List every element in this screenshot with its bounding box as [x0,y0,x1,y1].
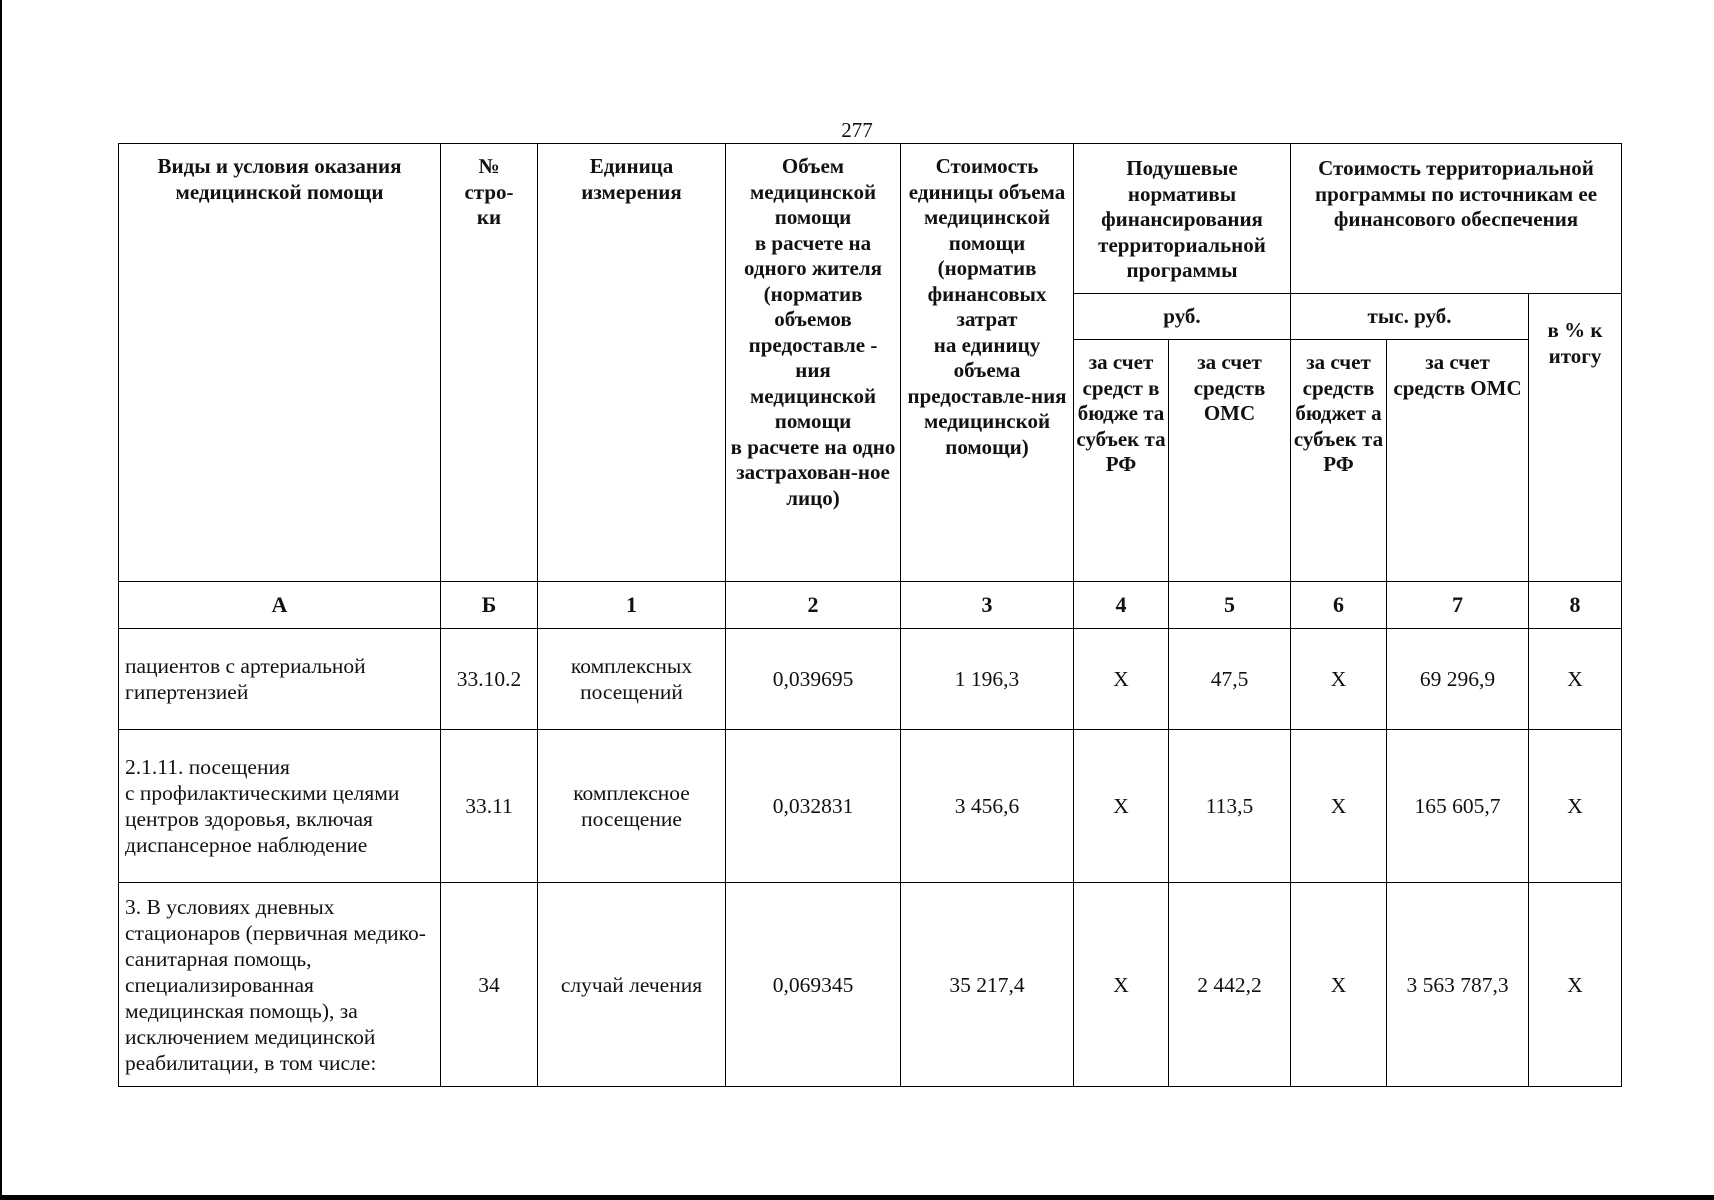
header-col-6: за счет средств бюджет а субъек та РФ [1291,340,1387,582]
index-cell: 7 [1387,582,1529,629]
index-cell: Б [441,582,538,629]
table-row [119,629,1622,730]
page-number: 277 [841,118,873,142]
index-row [119,582,1622,629]
table-row [119,730,1622,883]
financing-table [118,143,1622,1087]
row-per-capita-oms: 47,5 [1169,629,1291,730]
row-unit-cost: 3 456,6 [901,730,1074,883]
row-unit-cost: 1 196,3 [901,629,1074,730]
row-unit-cost: 35 217,4 [901,883,1074,1087]
index-cell: 5 [1169,582,1291,629]
row-percent: Х [1529,629,1622,730]
header-col-b: № стро- ки [441,144,538,582]
header-col-8: в % к итогу [1529,294,1622,582]
index-cell: 2 [726,582,901,629]
header-col-7: за счет средств ОМС [1387,340,1529,582]
page-edge-left [0,0,2,1200]
header-col-a: Виды и условия оказания медицинской помощи [119,144,441,582]
row-volume: 0,069345 [726,883,901,1087]
index-cell: 8 [1529,582,1622,629]
header-group-per-capita: Подушевые нормативы финансирования территориальной программы [1074,144,1291,294]
header-unit-rub: руб. [1074,294,1291,340]
header-col-5: за счет средств ОМС [1169,340,1291,582]
header-col-4: за счет средст в бюдже та субъек та РФ [1074,340,1169,582]
row-name: 2.1.11. посещения с профилактическими целями центров здоровья, включая диспансерное наблюдение [119,730,441,883]
header-unit-thousand-rub: тыс. руб. [1291,294,1529,340]
row-name: 3. В условиях дневных стационаров (первичная медико-санитарная помощь, специализированная медицинская помощь), за исключением медицинской реабилитации, в том числе: [119,883,441,1087]
page-edge-bottom [0,1195,1714,1200]
header-group-cost: Стоимость территориальной программы по источникам ее финансового обеспечения [1291,144,1622,294]
header-col-3: Стоимость единицы объема медицинской помощи (норматив финансовых затрат на единицу объема предоставле-ния медицинской помощи) [901,144,1074,582]
row-line-number: 33.11 [441,730,538,883]
row-per-capita-budget: Х [1074,730,1169,883]
index-cell: 3 [901,582,1074,629]
header-col-1: Единица измерения [538,144,726,582]
row-cost-budget: Х [1291,730,1387,883]
index-cell: 4 [1074,582,1169,629]
index-cell: 6 [1291,582,1387,629]
header-col-2: Объем медицинской помощи в расчете на одного жителя (норматив объемов предоставле - ния медицинской помощи в расчете на одно застрахован-ное лицо) [726,144,901,582]
row-unit: комплексное посещение [538,730,726,883]
row-per-capita-oms: 113,5 [1169,730,1291,883]
header-row-1 [119,144,1622,294]
row-line-number: 34 [441,883,538,1087]
row-cost-budget: Х [1291,629,1387,730]
row-unit: случай лечения [538,883,726,1087]
index-cell: А [119,582,441,629]
row-percent: Х [1529,730,1622,883]
row-percent: Х [1529,883,1622,1087]
row-per-capita-budget: Х [1074,629,1169,730]
row-cost-budget: Х [1291,883,1387,1087]
index-cell: 1 [538,582,726,629]
row-cost-oms: 69 296,9 [1387,629,1529,730]
row-per-capita-budget: Х [1074,883,1169,1087]
row-volume: 0,032831 [726,730,901,883]
row-volume: 0,039695 [726,629,901,730]
row-cost-oms: 3 563 787,3 [1387,883,1529,1087]
row-name: пациентов с артериальной гипертензией [119,629,441,730]
row-cost-oms: 165 605,7 [1387,730,1529,883]
row-unit: комплексных посещений [538,629,726,730]
table-row [119,883,1622,1087]
row-per-capita-oms: 2 442,2 [1169,883,1291,1087]
row-line-number: 33.10.2 [441,629,538,730]
